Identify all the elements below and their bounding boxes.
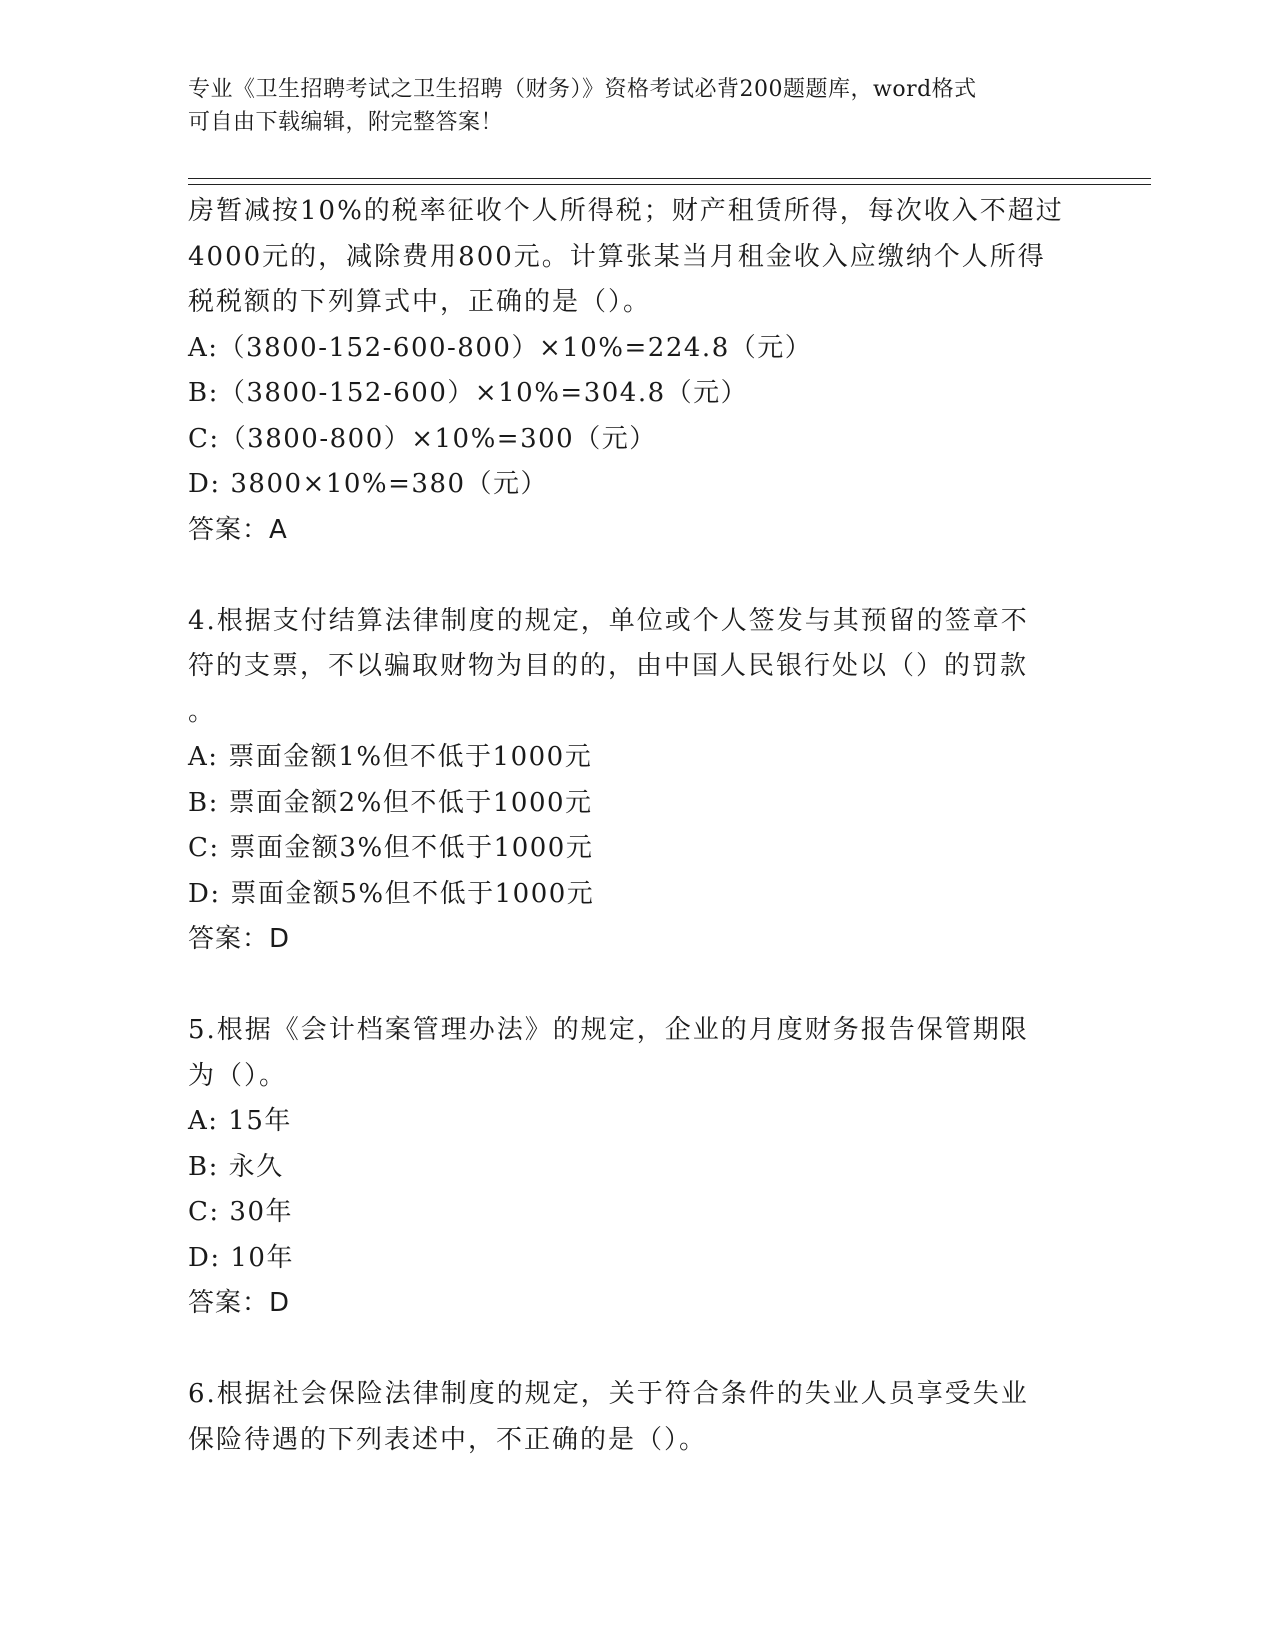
question-3-line-2: 4000元的，减除费用800元。计算张某当月租金收入应缴纳个人所得	[188, 241, 1046, 272]
question-3-answer: 答案：A	[188, 514, 288, 545]
header-line-1: 专业《卫生招聘考试之卫生招聘（财务）》资格考试必背200题题库，word格式	[188, 77, 977, 102]
question-4	[188, 599, 1088, 963]
document-body	[188, 189, 1088, 1463]
question-4-option-d: D: 票面金额5%但不低于1000元	[188, 878, 595, 909]
document-header	[188, 73, 1068, 139]
question-5-line-2: 为（）。	[188, 1060, 288, 1091]
header-divider-top	[188, 178, 1151, 179]
spacer	[188, 963, 1088, 1009]
question-6-line-1: 6.根据社会保险法律制度的规定，关于符合条件的失业人员享受失业	[188, 1379, 1029, 1409]
spacer	[188, 1327, 1088, 1373]
question-3-option-b: B:（3800-152-600）×10%=304.8（元）	[188, 378, 749, 408]
question-5-option-c: C: 30年	[188, 1197, 294, 1227]
question-5-option-a: A: 15年	[188, 1106, 292, 1136]
question-3-option-c: C:（3800-800）×10%=300（元）	[188, 423, 657, 454]
question-4-answer: 答案：D	[188, 924, 291, 954]
question-3-line-3: 税税额的下列算式中，正确的是（）。	[188, 287, 652, 317]
question-3	[188, 189, 1088, 553]
question-3-line-1: 房暂减按10%的税率征收个人所得税；财产租赁所得，每次收入不超过	[188, 196, 1064, 226]
question-4-option-a: A: 票面金额1%但不低于1000元	[188, 742, 593, 772]
question-5	[188, 1008, 1088, 1327]
question-3-option-a: A:（3800-152-600-800）×10%=224.8（元）	[188, 332, 813, 363]
question-4-line-2: 符的支票，不以骗取财物为目的的，由中国人民银行处以（）的罚款	[188, 651, 1029, 681]
question-4-line-1: 4.根据支付结算法律制度的规定，单位或个人签发与其预留的签章不	[188, 605, 1029, 636]
question-4-option-c: C: 票面金额3%但不低于1000元	[188, 833, 594, 863]
question-5-line-1: 5.根据《会计档案管理办法》的规定，企业的月度财务报告保管期限	[188, 1015, 1029, 1045]
header-line-2: 可自由下载编辑，附完整答案！	[188, 110, 504, 135]
question-4-line-3: 。	[188, 696, 217, 727]
question-4-option-b: B: 票面金额2%但不低于1000元	[188, 787, 593, 818]
question-3-option-d: D: 3800×10%=380（元）	[188, 469, 549, 499]
question-5-option-d: D: 10年	[188, 1242, 294, 1273]
question-5-option-b: B: 永久	[188, 1151, 284, 1182]
question-6-line-2: 保险待遇的下列表述中，不正确的是（）。	[188, 1424, 708, 1455]
header-divider-bottom	[188, 184, 1151, 185]
question-5-answer: 答案：D	[188, 1288, 291, 1318]
spacer	[188, 553, 1088, 599]
question-6	[188, 1372, 1088, 1463]
